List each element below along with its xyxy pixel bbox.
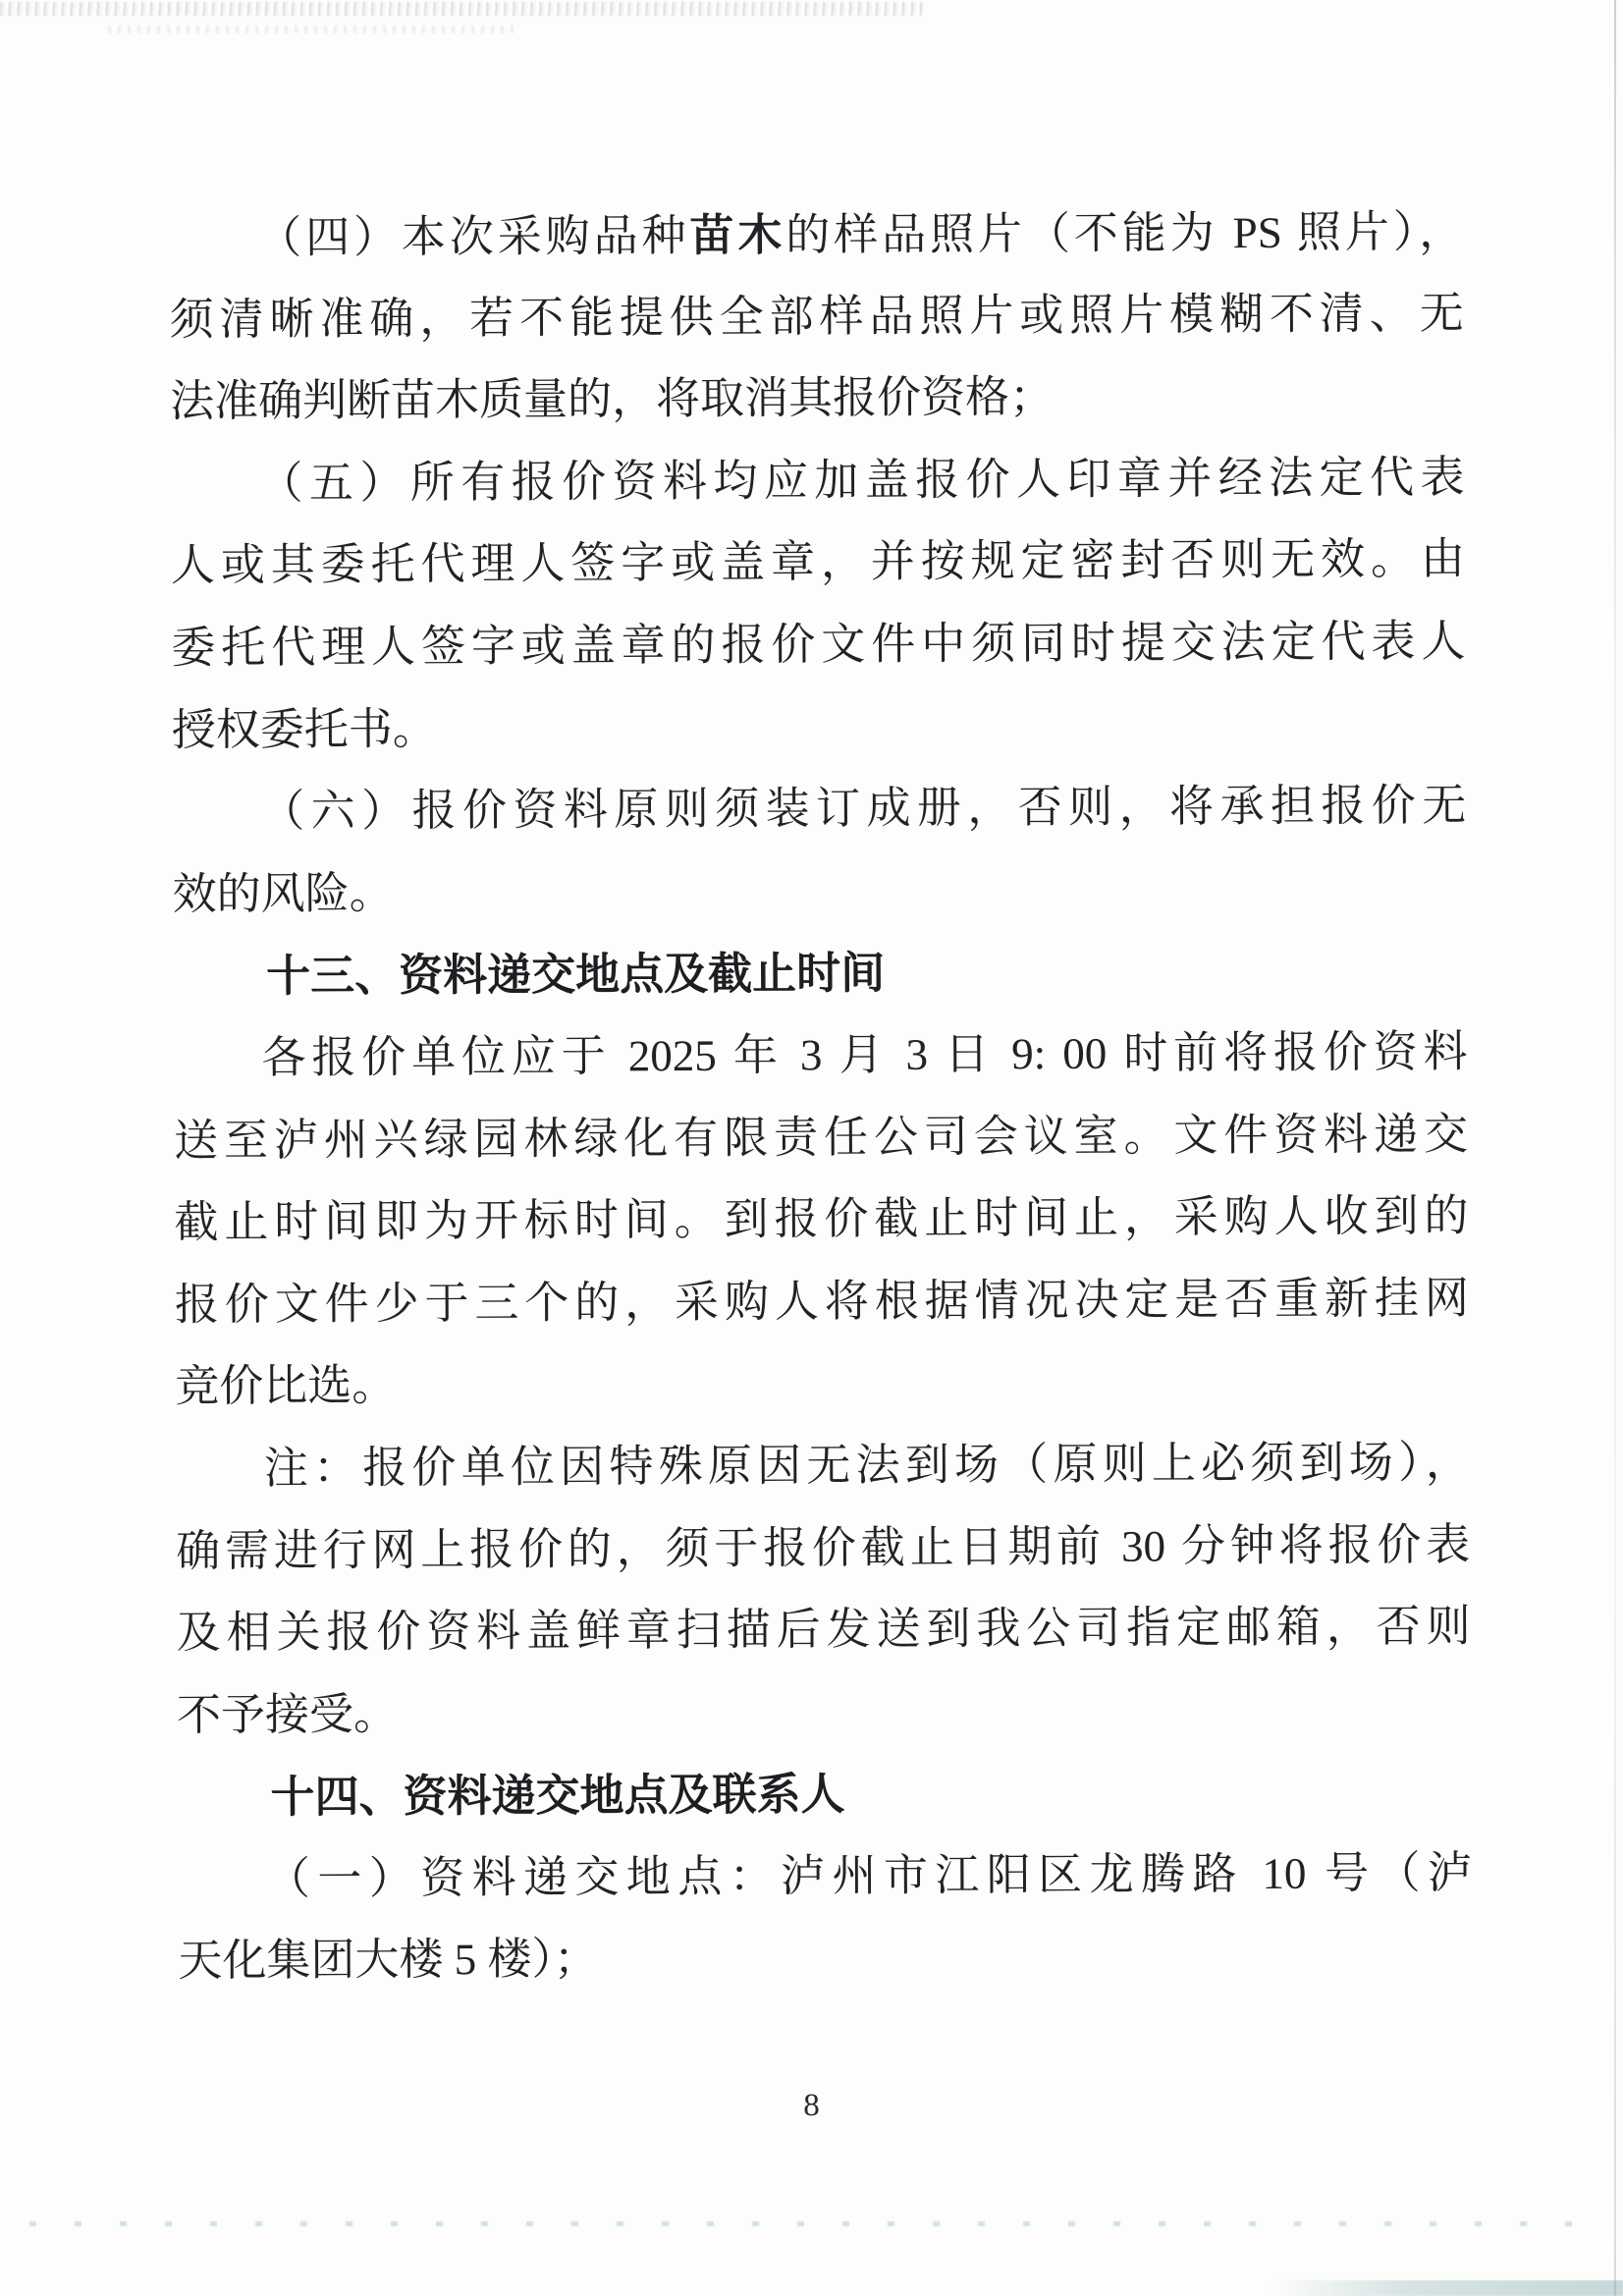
para-13-line-1: 各报价单位应于 2025 年 3 月 3 日 9: 00 时前将报价资料: [261, 1026, 1468, 1083]
section-heading-14: 十四、资料递交地点及联系人: [270, 1769, 845, 1823]
scan-dotted-line-bottom: [29, 2221, 1581, 2226]
para-5-line-4: 授权委托书。: [171, 703, 437, 755]
para-5-line-3: 委托代理人签字或盖章的报价文件中须同时提交法定代表人: [171, 616, 1466, 673]
para-6-line-2: 效的风险。: [172, 868, 394, 919]
para-4-text-post: 的样品照片（不能为 PS 照片），: [785, 206, 1464, 260]
para-4-line-2: 须清晰准确，若不能提供全部样品照片或照片模糊不清、无: [169, 288, 1464, 345]
para-4-line-3: 法准确判断苗木质量的，将取消其报价资格；: [169, 372, 1055, 426]
para-13-line-2: 送至泸州兴绿园林绿化有限责任公司会议室。文件资料递交: [173, 1109, 1469, 1166]
scan-shadow-bottom-right: [1267, 2280, 1623, 2296]
page-number: 8: [803, 2088, 820, 2123]
scan-noise-top-secondary: [108, 26, 520, 33]
para-13-note-line-2: 确需进行网上报价的，须于报价截止日期前 30 分钟将报价表: [176, 1519, 1471, 1576]
para-5-line-1: （五）所有报价资料均应加盖报价人印章并经法定代表: [258, 452, 1465, 509]
para-4-text-pre: （四）本次采购品种: [257, 210, 690, 263]
para-5-line-2: 人或其委托代理人签字或盖章，并按规定密封否则无效。由: [170, 534, 1466, 591]
scan-edge-line-right: [1614, 0, 1616, 2296]
para-4-line-1: [169, 191, 1463, 279]
para-14-line-2: 天化集团大楼 5 楼）；: [178, 1934, 599, 1987]
para-13-line-4: 报价文件少于三个的，采购人将根据情况决定是否重新挂网: [174, 1273, 1470, 1330]
para-4-bold-term: 苗木: [689, 209, 786, 260]
para-13-note-line-3: 及相关报价资料盖鲜章扫描后发送到我公司指定邮箱，否则: [176, 1601, 1471, 1658]
document-body: [169, 191, 1473, 2003]
para-13-line-5: 竞价比选。: [175, 1360, 397, 1412]
para-13-note-line-1: 注：报价单位因特殊原因无法到场（原则上必须到场），: [263, 1437, 1470, 1494]
section-heading-13: 十三、资料递交地点及截止时间: [266, 948, 886, 1002]
scan-noise-top: [0, 2, 923, 16]
para-13-line-3: 截止时间即为开标时间。到报价截止时间止，采购人收到的: [174, 1190, 1469, 1247]
para-14-line-1: （一）资料递交地点：泸州市江阳区龙腾路 10 号（泸: [265, 1847, 1473, 1904]
para-6-line-1: （六）报价资料原则须装订成册，否则，将承担报价无: [260, 781, 1467, 837]
para-13-note-line-4: 不予接受。: [176, 1689, 399, 1740]
